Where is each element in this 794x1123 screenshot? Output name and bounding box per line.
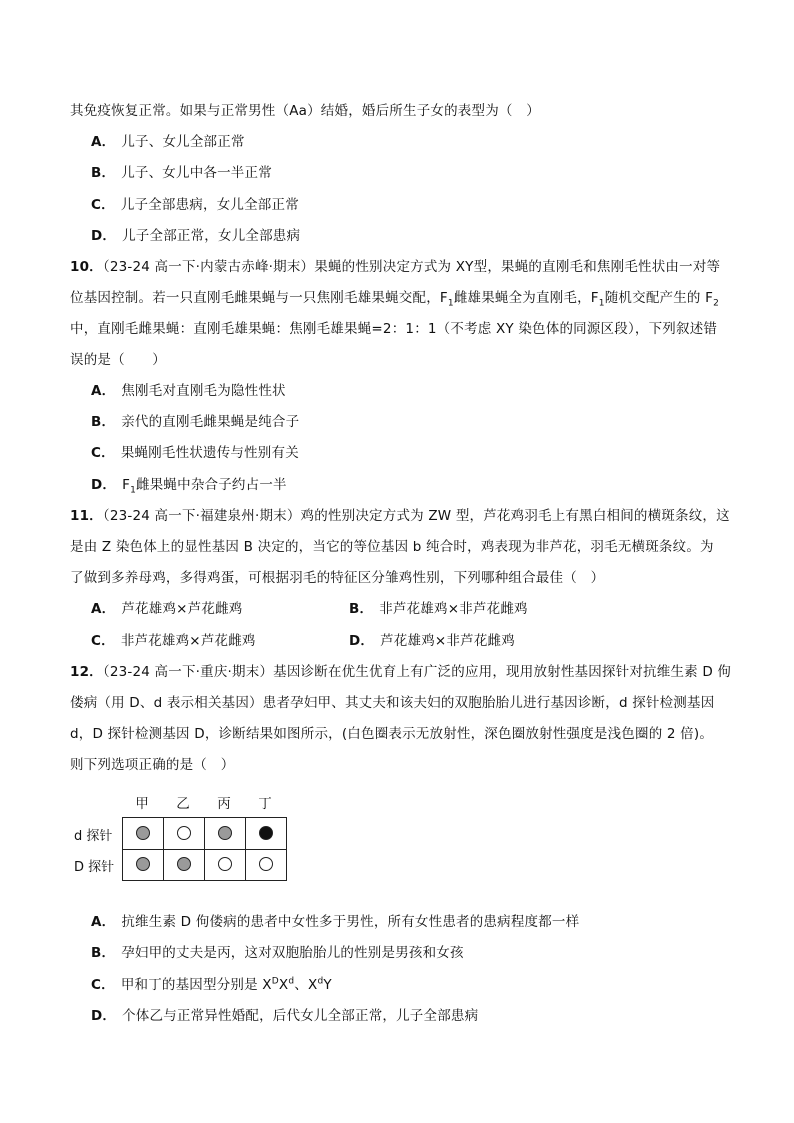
- q12-stem-line3: d，D 探针检测基因 D，诊断结果如图所示，(白色圈表示无放射性，深色圈放射性强度是浅色圈的 2 倍)。: [70, 726, 714, 742]
- option-text: F: [122, 477, 131, 493]
- q12-text: （23-24 高一下·重庆·期末）基因诊断在优生优育上有广泛的应用，现用放射性基因探针对抗维生素 D 佝: [102, 664, 732, 680]
- q10-text: 随机交配产生的 F: [604, 290, 714, 306]
- q10-option-b[interactable]: [91, 412, 299, 432]
- q10-stem-line3: 中，直刚毛雌果蝇：直刚毛雄果蝇：焦刚毛雄果蝇=2：1：1（不考虑 XY 染色体的同源区段），下列叙述错: [70, 321, 718, 337]
- option-label: D．: [91, 1008, 117, 1024]
- q11-option-d[interactable]: [349, 631, 515, 651]
- option-text: 孕妇甲的丈夫是丙，这对双胞胎胎儿的性别是男孩和女孩: [121, 945, 464, 961]
- q10-stem-line1: [70, 257, 720, 277]
- subscript: 1: [447, 298, 454, 309]
- superscript: d: [317, 976, 324, 987]
- q11-text: （23-24 高一下·福建泉州·期末）鸡的性别决定方式为 ZW 型，芦花鸡羽毛上有黑白相间的横斑条纹，这: [102, 508, 730, 524]
- column-header-yi: 乙: [176, 796, 190, 812]
- q10-option-a[interactable]: [91, 381, 286, 401]
- option-text: 甲和丁的基因型分别是 X: [120, 977, 272, 993]
- option-label: D．: [349, 633, 375, 649]
- probe-dot-甲-D-light: [136, 857, 150, 871]
- subscript: 1: [130, 485, 137, 496]
- superscript: d: [288, 976, 295, 987]
- option-label: A．: [91, 134, 116, 150]
- q9-option-b[interactable]: [91, 163, 272, 183]
- option-text: 个体乙与正常异性婚配，后代女儿全部正常，儿子全部患病: [122, 1008, 479, 1024]
- probe-dot-丁-D-white: [259, 857, 273, 871]
- option-label: C．: [91, 197, 115, 213]
- probe-result-figure: [74, 792, 294, 892]
- option-label: A．: [91, 914, 116, 930]
- option-text: 非芦花雄鸡×芦花雌鸡: [120, 633, 256, 649]
- q10-text: 位基因控制。若一只直刚毛雌果蝇与一只焦刚毛雄果蝇交配，F: [70, 290, 448, 306]
- question-number: 11．: [70, 508, 103, 524]
- grid-divider: [123, 849, 286, 850]
- option-label: C．: [91, 977, 115, 993]
- q11-stem-line3: 了做到多养母鸡，多得鸡蛋，可根据羽毛的特征区分雏鸡性别，下列哪种组合最佳（ ）: [70, 570, 605, 586]
- q12-stem-line4: 则下列选项正确的是（ ）: [70, 757, 235, 773]
- option-text: 抗维生素 D 佝偻病的患者中女性多于男性，所有女性患者的患病程度都一样: [121, 914, 580, 930]
- option-text: 雌果蝇中杂合子约占一半: [136, 477, 287, 493]
- column-header-ding: 丁: [258, 796, 272, 812]
- row-label-d-probe: d 探针: [74, 829, 113, 844]
- q10-option-d[interactable]: [91, 475, 287, 495]
- q12-option-c[interactable]: [91, 975, 332, 995]
- option-label: D．: [91, 477, 117, 493]
- subscript: 2: [713, 298, 720, 309]
- option-label: C．: [91, 633, 115, 649]
- q10-stem-line4: 误的是（ ）: [70, 352, 166, 368]
- option-label: B．: [91, 165, 116, 181]
- option-label: A．: [91, 601, 116, 617]
- row-label-D-probe: D 探针: [74, 860, 115, 875]
- option-text: 亲代的直刚毛雌果蝇是纯合子: [121, 414, 300, 430]
- probe-dot-甲-d-light: [136, 826, 150, 840]
- q11-option-b[interactable]: [349, 599, 528, 619]
- q12-option-b[interactable]: [91, 943, 464, 963]
- q9-option-a[interactable]: [91, 132, 245, 152]
- probe-dot-丙-d-light: [218, 826, 232, 840]
- option-label: B．: [91, 945, 116, 961]
- option-label: B．: [349, 601, 374, 617]
- q11-stem-line1: [70, 506, 730, 526]
- option-text: Y: [323, 977, 332, 993]
- option-label: B．: [91, 414, 116, 430]
- q10-stem-line2: [70, 288, 719, 308]
- option-text: 儿子、女儿中各一半正常: [121, 165, 272, 181]
- probe-dot-乙-D-light: [177, 857, 191, 871]
- option-label: A．: [91, 383, 116, 399]
- option-text: 儿子、女儿全部正常: [121, 134, 245, 150]
- probe-grid: [122, 817, 287, 881]
- option-label: C．: [91, 445, 115, 461]
- q12-option-d[interactable]: [91, 1006, 478, 1026]
- q10-text: 雌雄果蝇全为直刚毛，F: [453, 290, 599, 306]
- option-label: D．: [91, 228, 117, 244]
- q9-option-d[interactable]: [91, 226, 300, 246]
- probe-dot-乙-d-white: [177, 826, 191, 840]
- subscript: 1: [598, 298, 605, 309]
- option-text: 、X: [294, 977, 318, 993]
- option-text: 果蝇刚毛性状遗传与性别有关: [120, 445, 299, 461]
- option-text: 芦花雄鸡×非芦花雌鸡: [380, 633, 515, 649]
- option-text: 芦花雄鸡×芦花雌鸡: [121, 601, 243, 617]
- probe-dot-丙-D-white: [218, 857, 232, 871]
- q11-stem-line2: 是由 Z 染色体上的显性基因 B 决定的，当它的等位基因 b 纯合时，鸡表现为非芦花，羽毛无横斑条纹。为: [70, 539, 714, 555]
- q12-option-a[interactable]: [91, 912, 579, 932]
- question-number: 10．: [70, 259, 103, 275]
- q12-stem-line2: 偻病（用 D、d 表示相关基因）患者孕妇甲、其丈夫和该夫妇的双胞胎胎儿进行基因诊断，d 探针检测基因: [70, 695, 715, 711]
- q9-stem-tail: 其免疫恢复正常。如果与正常男性（Aa）结婚，婚后所生子女的表型为（ ）: [70, 103, 541, 119]
- option-text: 儿子全部患病，女儿全部正常: [120, 197, 299, 213]
- superscript: D: [271, 976, 279, 987]
- question-number: 12．: [70, 664, 103, 680]
- option-text: 非芦花雄鸡×非芦花雌鸡: [379, 601, 528, 617]
- column-header-bing: 丙: [217, 796, 231, 812]
- q11-option-c[interactable]: [91, 631, 256, 651]
- column-header-jia: 甲: [135, 796, 149, 812]
- option-text: 焦刚毛对直刚毛为隐性性状: [121, 383, 286, 399]
- q10-option-c[interactable]: [91, 443, 299, 463]
- q10-text: （23-24 高一下·内蒙古赤峰·期末）果蝇的性别决定方式为 XY型，果蝇的直刚毛和焦刚毛性状由一对等: [102, 259, 721, 275]
- option-text: 儿子全部正常，女儿全部患病: [122, 228, 301, 244]
- probe-dot-丁-d-dark: [259, 826, 273, 840]
- q11-option-a[interactable]: [91, 599, 242, 619]
- q9-option-c[interactable]: [91, 195, 299, 215]
- q12-stem-line1: [70, 662, 731, 682]
- option-text: X: [278, 977, 289, 993]
